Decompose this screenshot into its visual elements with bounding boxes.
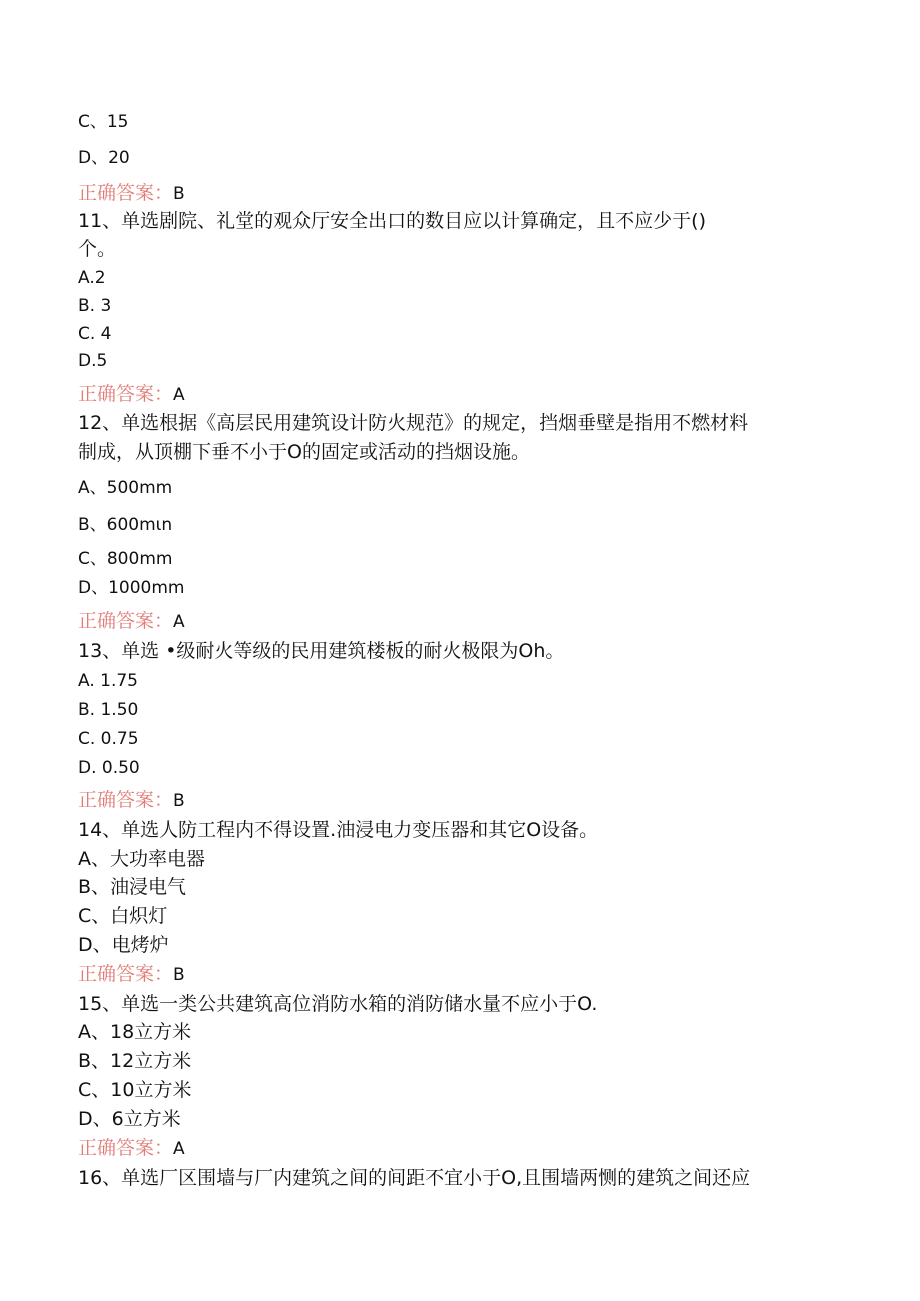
option-line: B. 3 — [78, 296, 112, 316]
answer-label: 正确答案： — [78, 610, 174, 632]
option-line: B. 1.50 — [78, 700, 139, 720]
answer-label: 正确答案： — [78, 182, 174, 204]
option-line: B、12立方米 — [78, 1050, 192, 1072]
question-text: 制成，从顶棚下垂不小于O的固定或活动的挡烟设施。 — [78, 441, 530, 463]
option-line: A、大功率电器 — [78, 848, 205, 870]
option-line: C. 0.75 — [78, 729, 139, 749]
correct-answer — [78, 965, 185, 984]
question-text: 16、单选厂区围墙与厂内建筑之间的间距不宜小于O,且围墙两恻的建筑之间还应 — [78, 1167, 751, 1189]
question-text: 12、单选根据《高层民用建筑设计防火规范》的规定，挡烟垂壁是指用不燃材料 — [78, 412, 749, 434]
option-line: A. 1.75 — [78, 671, 138, 691]
option-line: C、白炽灯 — [78, 905, 168, 927]
question-text: 15、单选一类公共建筑高位消防水箱的消防储水量不应小于O. — [78, 993, 598, 1015]
answer-value: A — [173, 1139, 185, 1159]
option-line: B、600mιn — [78, 515, 173, 535]
answer-value: A — [173, 612, 185, 632]
option-line: C、10立方米 — [78, 1079, 192, 1101]
answer-label: 正确答案： — [78, 1137, 174, 1159]
option-line: D.5 — [78, 351, 108, 371]
option-line: D、1000mm — [78, 578, 185, 598]
answer-label: 正确答案： — [78, 963, 174, 985]
option-line: D. 0.50 — [78, 758, 140, 778]
answer-value: A — [173, 385, 185, 405]
answer-value: B — [173, 791, 185, 811]
answer-value: B — [173, 965, 185, 985]
option-line: C、800mm — [78, 549, 173, 569]
option-line: A.2 — [78, 268, 106, 288]
option-line: C. 4 — [78, 324, 112, 344]
option-line: A、500mm — [78, 478, 173, 498]
answer-value: B — [173, 184, 185, 204]
option-line: A、18立方米 — [78, 1021, 192, 1043]
option-line: B、油浸电气 — [78, 876, 187, 898]
option-line: D、电烤炉 — [78, 934, 169, 956]
correct-answer — [78, 1139, 185, 1158]
answer-label: 正确答案： — [78, 789, 174, 811]
question-text: 个。 — [78, 238, 117, 260]
answer-label: 正确答案： — [78, 383, 174, 405]
correct-answer — [78, 791, 185, 810]
question-text: 14、单选人防工程内不得设置.油浸电力变压器和其它O设备。 — [78, 819, 599, 841]
correct-answer — [78, 184, 185, 203]
correct-answer — [78, 385, 185, 404]
option-line: C、15 — [78, 112, 129, 132]
question-text: 11、单选剧院、礼堂的观众厅安全出口的数目应以计算确定，且不应少于() — [78, 210, 707, 232]
question-text: 13、单选 •级耐火等级的民用建筑楼板的耐火极限为Oh。 — [78, 640, 565, 662]
option-line: D、20 — [78, 148, 130, 168]
correct-answer — [78, 612, 185, 631]
option-line: D、6立方米 — [78, 1108, 181, 1130]
